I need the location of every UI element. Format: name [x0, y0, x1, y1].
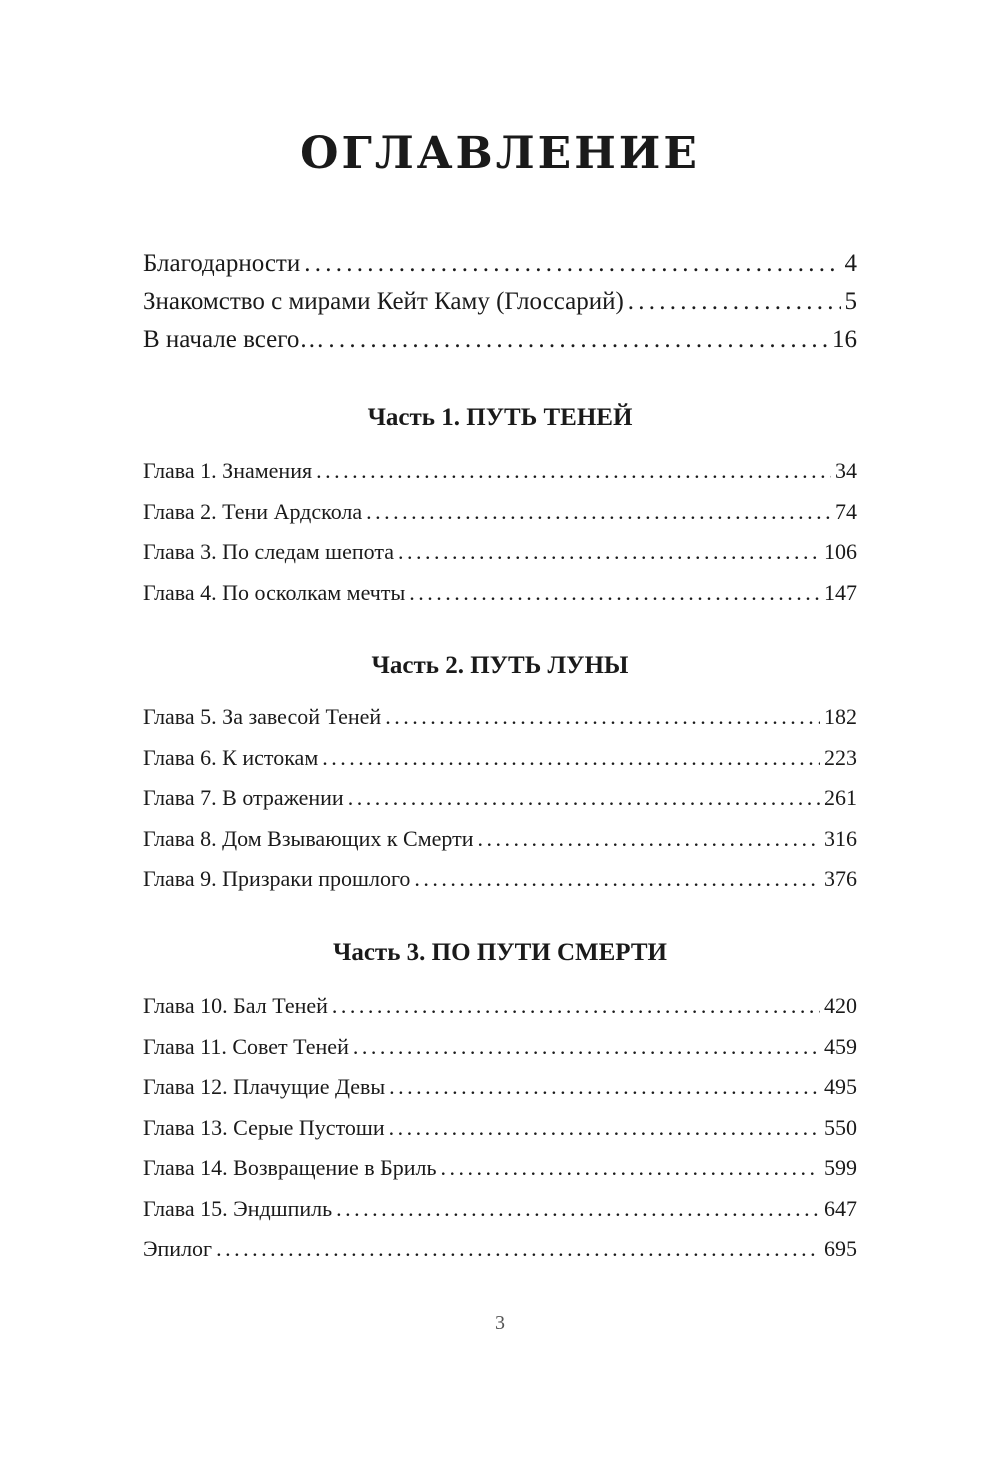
toc-entry-title: Глава 2. Тени Ардскола [143, 498, 363, 524]
toc-entry-title: Глава 15. Эндшпиль [143, 1195, 333, 1221]
toc-entry-page: 74 [835, 498, 857, 524]
dot-leader [316, 451, 831, 492]
toc-entry[interactable] [143, 819, 857, 860]
part-1-chapter-list [143, 451, 857, 613]
toc-entry-page: 420 [824, 993, 857, 1018]
toc-entry-page: 647 [824, 1195, 857, 1221]
dot-leader [348, 778, 820, 819]
dot-leader [328, 321, 828, 359]
dot-leader [304, 245, 840, 283]
toc-entry[interactable] [143, 778, 857, 819]
toc-entry-page: 5 [844, 288, 857, 315]
toc-entry[interactable] [143, 986, 857, 1027]
toc-entry[interactable] [143, 321, 857, 359]
dot-leader [353, 1027, 820, 1068]
toc-entry-page: 106 [824, 539, 857, 564]
toc-entry[interactable] [143, 573, 857, 614]
dot-leader [216, 1229, 820, 1270]
toc-entry-page: 695 [824, 1236, 857, 1261]
dot-leader [628, 283, 841, 321]
toc-entry-page: 147 [824, 579, 857, 605]
toc-entry-page: 261 [824, 785, 857, 810]
toc-entry-title: Эпилог [143, 1236, 213, 1261]
toc-entry-page: 223 [824, 744, 857, 770]
dot-leader [441, 1148, 820, 1189]
toc-entry[interactable] [143, 245, 857, 283]
page-title: ОГЛАВЛЕНИЕ [300, 128, 700, 179]
toc-entry-page: 459 [824, 1033, 857, 1059]
toc-entry-page: 316 [824, 825, 857, 851]
toc-entry-title: Глава 3. По следам шепота [143, 539, 394, 564]
toc-entry[interactable] [143, 1229, 857, 1270]
toc-entry-title: В начале всего… [143, 326, 325, 353]
toc-entry-title: Глава 13. Серые Пустоши [143, 1114, 385, 1140]
toc-entry-title: Глава 9. Призраки прошлого [143, 866, 411, 891]
toc-entry[interactable] [143, 738, 857, 779]
toc-entry[interactable] [143, 1108, 857, 1149]
toc-entry-title: Знакомство с мирами Кейт Каму (Глоссарий) [143, 288, 624, 315]
toc-entry-title: Глава 10. Бал Теней [143, 993, 328, 1018]
dot-leader [477, 819, 820, 860]
dot-leader [414, 859, 820, 900]
toc-entry-page: 16 [832, 326, 857, 353]
part-heading: Часть 2. ПУТЬ ЛУНЫ [371, 652, 629, 679]
toc-entry-title: Глава 12. Плачущие Девы [143, 1074, 386, 1099]
toc-entry-page: 376 [824, 866, 857, 891]
toc-entry[interactable] [143, 532, 857, 573]
dot-leader [366, 492, 831, 533]
toc-entry-title: Глава 4. По осколкам мечты [143, 579, 406, 605]
toc-entry[interactable] [143, 283, 857, 321]
toc-entry-page: 550 [824, 1114, 857, 1140]
part-heading: Часть 3. ПО ПУТИ СМЕРТИ [332, 939, 668, 966]
page-number: 3 [495, 1312, 505, 1334]
toc-entry-title: Благодарности [143, 250, 301, 277]
toc-entry-title: Глава 7. В отражении [143, 785, 344, 810]
toc-entry-page: 182 [824, 704, 857, 729]
toc-entry-title: Глава 8. Дом Взывающих к Смерти [143, 825, 474, 851]
toc-entry-title: Глава 14. Возвращение в Бриль [143, 1155, 437, 1180]
part-heading: Часть 1. ПУТЬ ТЕНЕЙ [367, 404, 633, 431]
toc-entry[interactable] [143, 1148, 857, 1189]
toc-entry[interactable] [143, 697, 857, 738]
toc-entry[interactable] [143, 859, 857, 900]
toc-entry-page: 4 [844, 250, 857, 277]
dot-leader [389, 1067, 820, 1108]
toc-entry[interactable] [143, 1027, 857, 1068]
toc-entry[interactable] [143, 451, 857, 492]
toc-entry[interactable] [143, 1189, 857, 1230]
part-2-chapter-list [143, 697, 857, 900]
toc-entry-page: 599 [824, 1155, 857, 1180]
dot-leader [409, 573, 820, 614]
front-matter-list [143, 245, 857, 359]
toc-entry-title: Глава 5. За завесой Теней [143, 704, 382, 729]
toc-entry[interactable] [143, 492, 857, 533]
dot-leader [332, 986, 820, 1027]
toc-entry-title: Глава 6. К истокам [143, 744, 319, 770]
toc-entry-title: Глава 1. Знамения [143, 458, 313, 483]
dot-leader [336, 1189, 820, 1230]
dot-leader [322, 738, 820, 779]
toc-entry-page: 34 [835, 458, 857, 483]
toc-entry-page: 495 [824, 1074, 857, 1099]
dot-leader [398, 532, 820, 573]
toc-entry-title: Глава 11. Совет Теней [143, 1033, 349, 1059]
dot-leader [385, 697, 820, 738]
dot-leader [389, 1108, 820, 1149]
part-3-chapter-list [143, 986, 857, 1270]
toc-entry[interactable] [143, 1067, 857, 1108]
